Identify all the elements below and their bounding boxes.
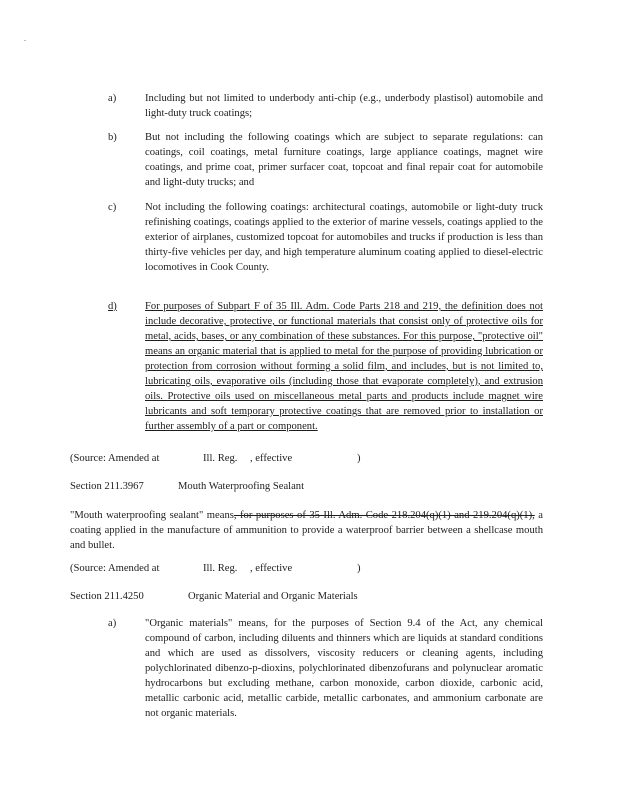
source-1-reg: Ill. Reg. xyxy=(203,453,238,464)
source-2-close: ) xyxy=(357,563,361,574)
source-note-2 xyxy=(70,561,550,577)
source-1-close: ) xyxy=(357,453,361,464)
definition-text-before: "Mouth waterproofing sealant" means xyxy=(70,510,234,521)
section-4250-a-text: "Organic materials" means, for the purposes of Section 9.4 of the Act, any chemical compound of carbon, including diluents and thinners which are liquids at standard conditions and which are used as dissolvers, viscosity reducers or cleaning agents, including polychlorinated dibenzo-p-dioxins, polychlorinated dibenzofurans and polynuclear aromatic hydrocarbons but excluding methane, carbon monoxide, carbon dioxide, carbonic acid, metallic carbonic acid, metallic carbide, metallic carbonates, and ammonium carbonate are not organic materials. xyxy=(145,618,543,719)
item-c-label: c) xyxy=(108,202,117,213)
source-2-effective: , effective xyxy=(250,563,293,574)
source-1-effective: , effective xyxy=(250,453,293,464)
source-note-1 xyxy=(70,451,550,467)
scan-speck xyxy=(24,40,26,41)
item-a-text: Including but not limited to underbody anti-chip (e.g., underbody plastisol) automobile and light-duty truck coatings; xyxy=(145,93,543,119)
source-2-prefix: (Source: Amended at xyxy=(70,563,160,574)
definition-text-after: a coating applied in the manufacture of ammunition to provide a waterproof barrier between a shellcase mouth and bullet. xyxy=(70,510,543,551)
source-2-reg: Ill. Reg. xyxy=(203,563,238,574)
section-4250-a-label: a) xyxy=(108,618,117,629)
section-3967-number: Section 211.3967 xyxy=(70,481,144,492)
item-d-text: For purposes of Subpart F of 35 Ill. Adm. Code Parts 218 and 219, the definition does not include decorative, protective, or functional materials that consist only of protective oils for metal, acids, bases, or any combination of these substances. For this purpose, "protective oil" means an organic material that is applied to metal for the purpose of providing lubrication or protection from corrosion without forming a solid film, and includes, but is not limited to, lubricating oils, evaporative oils (including those that evaporate completely), and extrusion oils. Protective oils used on miscellaneous metal parts and products include magnet wire lubricants and soft temporary protective coatings that are removed prior to installation or further assembly of a part or component. xyxy=(145,301,543,432)
definition-text-struck: , for purposes of 35 Ill. Adm. Code 218.204(q)(1) and 219.204(q)(1), xyxy=(233,510,535,521)
section-3967-heading xyxy=(70,479,550,495)
item-a-label: a) xyxy=(108,93,117,104)
source-1-prefix: (Source: Amended at xyxy=(70,453,160,464)
section-4250-title: Organic Material and Organic Materials xyxy=(188,591,358,602)
item-c-text: Not including the following coatings: architectural coatings, automobile or light-duty truck refinishing coatings, coatings applied to the exterior of marine vessels, coatings applied to the exterior of airplanes, customized topcoat for automobiles and trucks if production is less than thirty-five vehicles per day, and high temperature aluminum coating applied to diesel-electric locomotives in Cook County. xyxy=(145,202,543,273)
item-b-text: But not including the following coatings which are subject to separate regulations: can coatings, coil coatings, metal furniture coatings, large appliance coatings, magnet wire coatings, and prime coat, primer surfacer coat, topcoat and final repair coat for automobile and light-duty trucks; and xyxy=(145,132,543,188)
section-4250-number: Section 211.4250 xyxy=(70,591,144,602)
item-b-label: b) xyxy=(108,132,117,143)
section-4250-heading xyxy=(70,589,550,605)
item-d-label: d) xyxy=(108,301,117,312)
section-3967-definition xyxy=(70,508,543,553)
section-3967-title: Mouth Waterproofing Sealant xyxy=(178,481,305,492)
